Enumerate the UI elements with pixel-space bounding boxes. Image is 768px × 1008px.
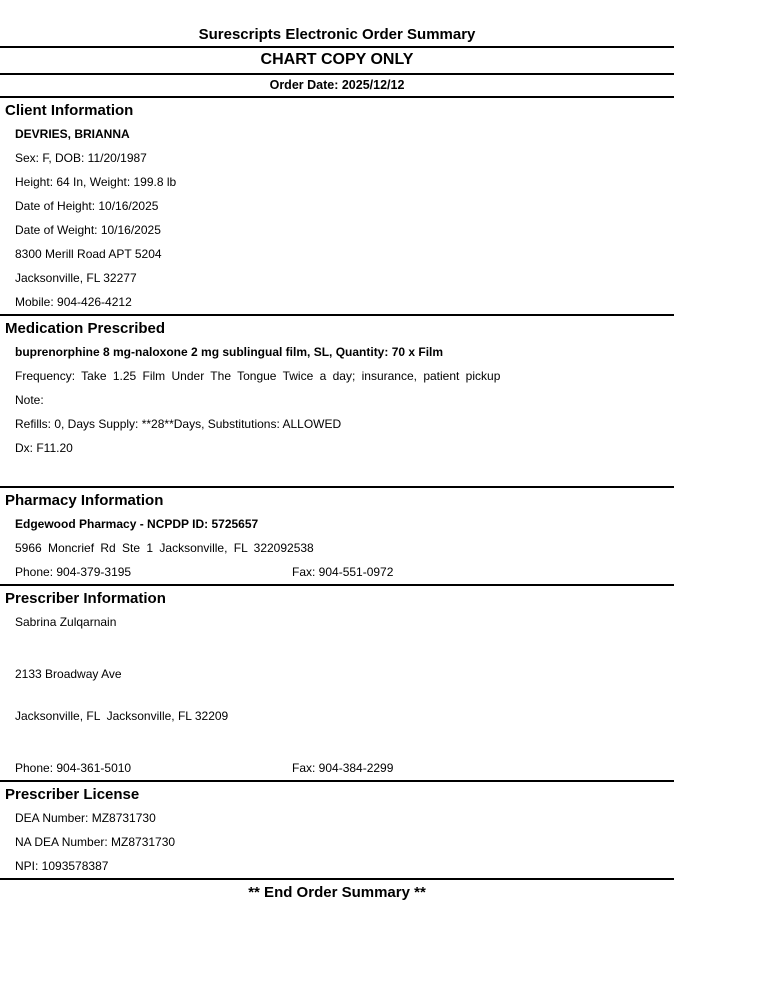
pharmacy-name-ncpdp: Edgewood Pharmacy - NCPDP ID: 5725657 [15, 517, 259, 531]
prescriber-address-line1: 2133 Broadway Ave [15, 667, 122, 681]
pharmacy-phone-fax-row [0, 560, 768, 584]
prescriber-name: Sabrina Zulqarnain [15, 615, 117, 629]
prescriber-license-section [0, 782, 768, 878]
pharmacy-address: 5966 Moncrief Rd Ste 1 Jacksonville, FL 322092538 [15, 541, 314, 555]
client-information-section [0, 98, 768, 314]
patient-date-of-height: Date of Height: 10/16/2025 [15, 199, 159, 213]
chart-copy-banner: CHART COPY ONLY [260, 51, 414, 68]
prescriber-information-section [0, 586, 768, 780]
patient-sex-dob: Sex: F, DOB: 11/20/1987 [15, 151, 147, 165]
order-date: Order Date: 2025/12/12 [269, 78, 405, 92]
patient-mobile: Mobile: 904-426-4212 [15, 295, 132, 309]
end-order-summary: ** End Order Summary ** [248, 884, 426, 901]
patient-name: DEVRIES, BRIANNA [15, 127, 130, 141]
medication-prescribed-section [0, 316, 768, 486]
dea-number: DEA Number: MZ8731730 [15, 811, 156, 825]
section-spacer [0, 460, 768, 486]
patient-date-of-weight: Date of Weight: 10/16/2025 [15, 223, 161, 237]
medication-frequency: Frequency: Take 1.25 Film Under The Tongue Twice a day; insurance, patient pickup [15, 369, 501, 383]
prescriber-license-heading: Prescriber License [5, 786, 140, 803]
medication-refills: Refills: 0, Days Supply: **28**Days, Substitutions: ALLOWED [15, 417, 342, 431]
medication-prescribed-heading: Medication Prescribed [5, 320, 166, 337]
prescriber-fax: Fax: 904-384-2299 [292, 761, 394, 775]
pharmacy-information-heading: Pharmacy Information [5, 492, 164, 509]
prescriber-information-heading: Prescriber Information [5, 590, 166, 607]
patient-address-city: Jacksonville, FL 32277 [15, 271, 137, 285]
prescriber-phone: Phone: 904-361-5010 [15, 761, 132, 775]
na-dea-number: NA DEA Number: MZ8731730 [15, 835, 176, 849]
prescriber-address [0, 639, 768, 751]
client-information-heading: Client Information [5, 102, 134, 119]
document-title: Surescripts Electronic Order Summary [198, 26, 476, 43]
medication-name: buprenorphine 8 mg-naloxone 2 mg sublingual film, SL, Quantity: 70 x Film [15, 345, 444, 359]
patient-height-weight: Height: 64 In, Weight: 199.8 lb [15, 175, 177, 189]
pharmacy-phone: Phone: 904-379-3195 [15, 565, 132, 579]
patient-address-street: 8300 Merill Road APT 5204 [15, 247, 162, 261]
pharmacy-fax: Fax: 904-551-0972 [292, 565, 394, 579]
medication-note: Note: [15, 393, 44, 407]
medication-dx: Dx: F11.20 [15, 441, 73, 455]
prescriber-phone-fax-row [0, 756, 768, 780]
prescriber-address-line2: Jacksonville, FL Jacksonville, FL 32209 [15, 709, 229, 723]
pharmacy-information-section [0, 488, 768, 584]
npi-number: NPI: 1093578387 [15, 859, 109, 873]
